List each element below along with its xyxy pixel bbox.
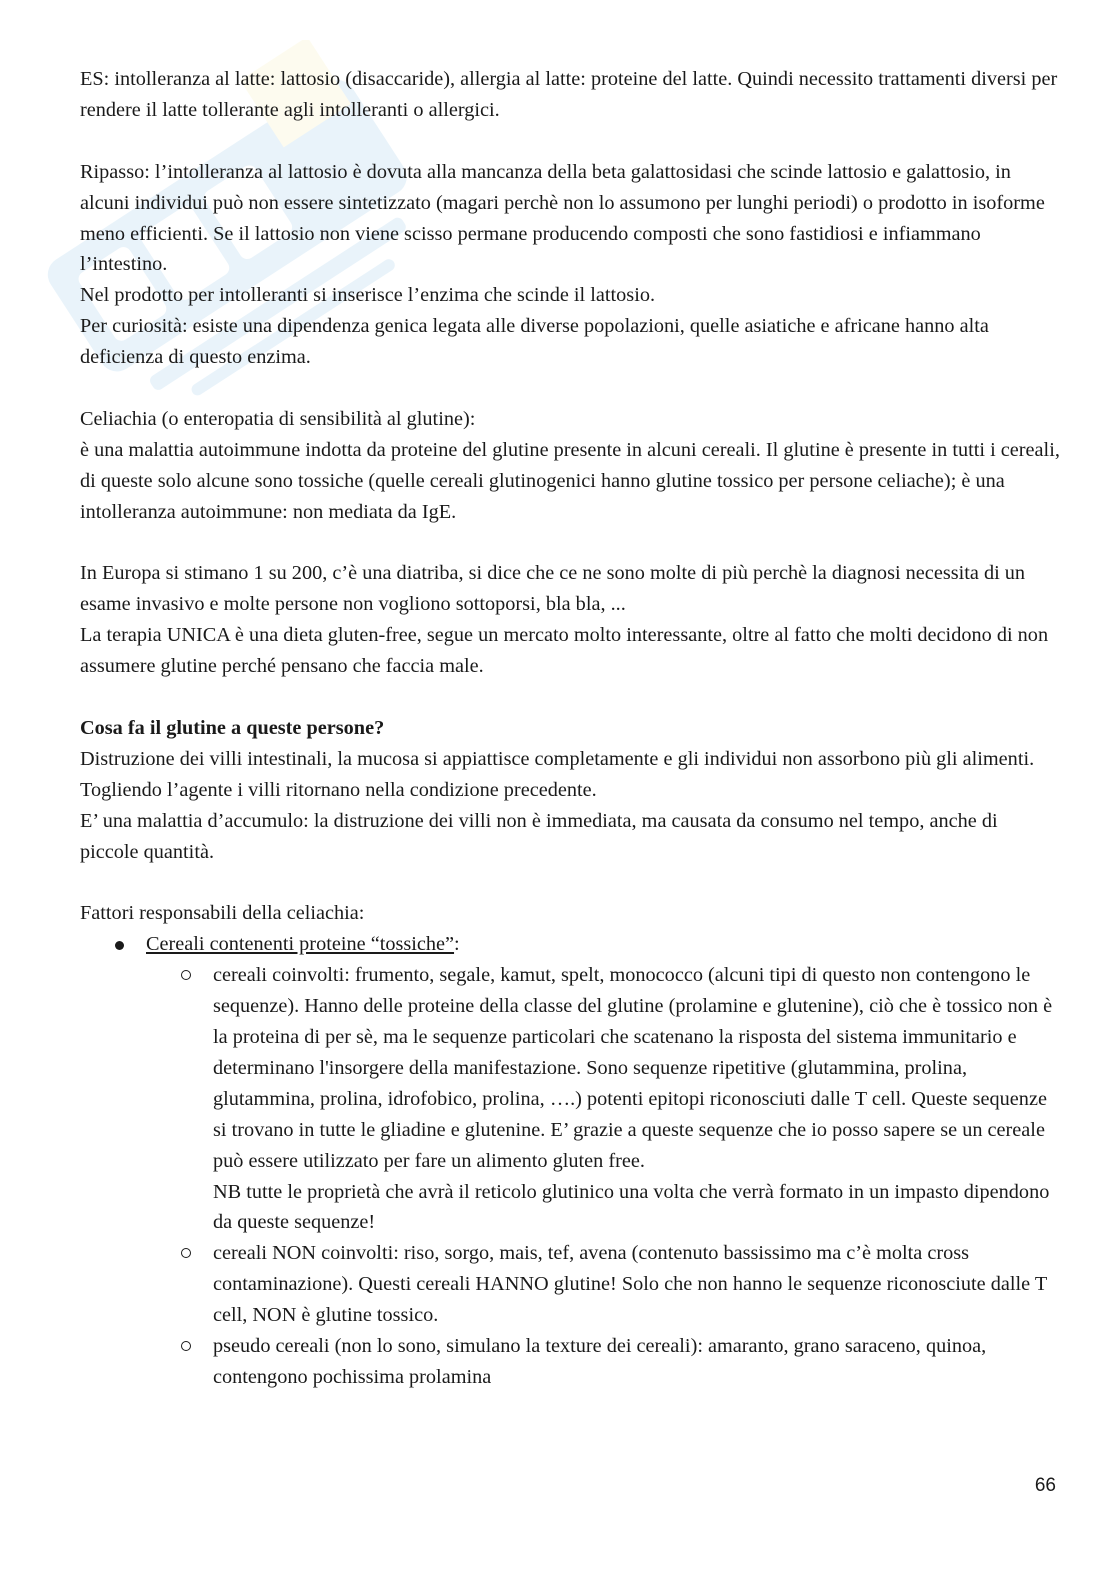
list-item <box>146 960 1060 1238</box>
paragraph-celiac-therapy: La terapia UNICA è una dieta gluten-free, segue un mercato molto interessante, oltre al fatto che molti decidono di non assumere glutine perché pensano che faccia male. <box>80 624 1049 678</box>
paragraph-villi-destruction: Distruzione dei villi intestinali, la mucosa si appiattisce completamente e gli individui non assorbono più gli alimenti. <box>80 747 1035 770</box>
ring-bullet-icon <box>181 1248 191 1258</box>
list-item <box>80 929 1060 1393</box>
paragraph-villi-recovery: Togliendo l’agente i villi ritornano nella condizione precedente. <box>80 778 597 801</box>
paragraph-lactose-enzyme: Nel prodotto per intolleranti si inserisce l’enzima che scinde il lattosio. <box>80 284 656 307</box>
paragraph-lactose-curiosity: Per curiosità: esiste una dipendenza genica legata alle diverse popolazioni, quelle asiatiche e africane hanno alta deficienza di questo enzima. <box>80 315 989 369</box>
bullet-label: Cereali contenenti proteine “tossiche” <box>146 933 455 956</box>
page-number: 66 <box>1034 1475 1056 1496</box>
subitem-involved-cereals: cereali coinvolti: frumento, segale, kamut, spelt, monococco (alcuni tipi di questo non contengono le sequenze). Hanno delle proteine della classe del glutine (prolamine e glutenine), ciò che è tossico non è la proteina di per sè, ma le sequenze particolari che scatenano la risposta del sistema immunitario e determinano l'insorgere della manifestazione. Sono sequenze ripetitive (glutammina, prolina, glutammina, prolina, idrofobico, prolina, ….) potenti epitopi riconosciuti dalle T cell. Queste sequenze si trovano in tutte le gliadine e glutenine. E’ grazie a queste sequenze che io posso sapere se un cereale può essere utilizzato per fare un alimento gluten free. <box>213 964 1053 1172</box>
cereal-sublist <box>80 960 1060 1393</box>
paragraph-factors: Fattori responsabili della celiachia: <box>80 902 365 925</box>
bullet-suffix: : <box>454 933 460 956</box>
subitem-non-involved-cereals: cereali NON coinvolti: riso, sorgo, mais, tef, avena (contenuto bassissimo ma c’è molta cross contaminazione). Questi cereali HANNO glutine! Solo che non hanno le sequenze riconosciute dalle T cell, NON è glutine tossico. <box>213 1242 1047 1327</box>
ring-bullet-icon <box>181 970 191 980</box>
bullet-icon <box>115 941 124 950</box>
paragraph-celiac-title: Celiachia (o enteropatia di sensibilità al glutine): <box>80 407 476 430</box>
factors-list <box>80 929 1060 1393</box>
list-item <box>146 1331 1060 1393</box>
paragraph-accumulation: E’ una malattia d’accumulo: la distruzione dei villi non è immediata, ma causata da consumo nel tempo, anche di piccole quantità. <box>80 809 998 863</box>
paragraph-celiac-europe: In Europa si stimano 1 su 200, c’è una diatriba, si dice che ce ne sono molte di più perchè la diagnosi necessita di un esame invasivo e molte persone non vogliono sottoporsi, bla bla, ... <box>80 562 1026 616</box>
subitem-note: NB tutte le proprietà che avrà il reticolo glutinico una volta che verrà formato in un impasto dipendono da queste sequenze! <box>213 1180 1050 1234</box>
ring-bullet-icon <box>181 1341 191 1351</box>
list-item <box>146 1238 1060 1331</box>
paragraph-celiac-definition: è una malattia autoimmune indotta da proteine del glutine presente in alcuni cereali. Il glutine è presente in tutti i cereali, di queste solo alcune sono tossiche (quelle cereali glutinogenici hanno glutine tossico per persone celiache); è una intolleranza autoimmune: non mediata da IgE. <box>80 438 1060 523</box>
paragraph-lactose-review: Ripasso: l’intolleranza al lattosio è dovuta alla mancanza della beta galattosidasi che scinde lattosio e galattosio, in alcuni individui può non essere sintetizzato (magari perchè non lo assumono per lunghi periodi) o prodotto in isoforme meno efficienti. Se il lattosio non viene scisso permane producendo composti che sono fastidiosi e infiammano l’intestino. <box>80 160 1045 276</box>
subitem-pseudo-cereals: pseudo cereali (non lo sono, simulano la texture dei cereali): amaranto, grano saraceno, quinoa, contengono pochissima prolamina <box>213 1335 987 1388</box>
section-heading: Cosa fa il glutine a queste persone? <box>80 716 385 739</box>
document-page <box>80 64 1060 1393</box>
paragraph-lactose-intro: ES: intolleranza al latte: lattosio (disaccaride), allergia al latte: proteine del latte. Quindi necessito trattamenti diversi per rendere il latte tollerante agli intolleranti o allergici. <box>80 68 1058 121</box>
